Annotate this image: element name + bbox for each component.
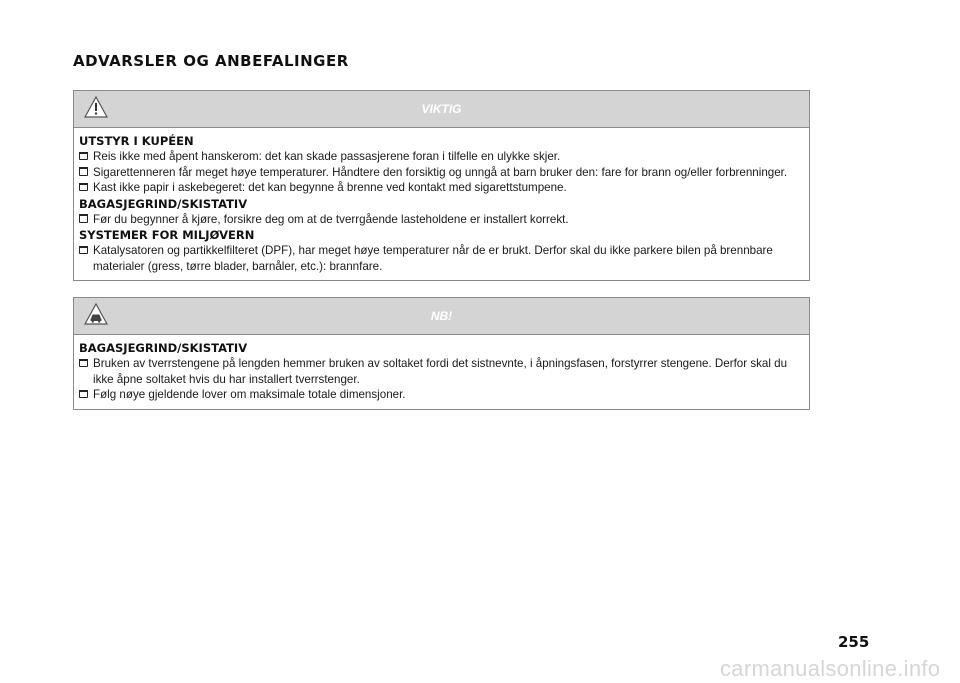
square-bullet-icon — [79, 152, 88, 160]
list-item — [79, 180, 801, 196]
warning-box-body — [74, 128, 809, 280]
list-item — [79, 356, 801, 387]
warning-box-title: VIKTIG — [421, 102, 462, 116]
page-number: 255 — [838, 633, 870, 651]
section-title: BAGASJEGRIND/SKISTATIV — [79, 341, 248, 355]
list-item — [79, 212, 801, 228]
item-text: Bruken av tverrstengene på lengden hemmer bruken av soltaket fordi det sistnevnte, i åpningsfasen, forstyrrer stengene. Derfor skal du ikke åpne soltaket hvis du har installert tverrstenger. — [93, 357, 788, 386]
square-bullet-icon — [79, 359, 88, 367]
page-title: ADVARSLER OG ANBEFALINGER — [73, 52, 349, 70]
note-box-title: NB! — [430, 309, 453, 323]
list-item — [79, 387, 801, 403]
note-box — [73, 297, 810, 410]
list-item — [79, 149, 801, 165]
list-item — [79, 243, 801, 274]
section-title: SYSTEMER FOR MILJØVERN — [79, 228, 255, 242]
square-bullet-icon — [79, 183, 88, 191]
list-item — [79, 165, 801, 181]
item-text: Følg nøye gjeldende lover om maksimale totale dimensjoner. — [93, 388, 406, 401]
watermark: carmanualsonline.info — [720, 656, 941, 681]
item-text: Før du begynner å kjøre, forsikre deg om at de tverrgående lasteholdene er installert korrekt. — [93, 212, 569, 226]
square-bullet-icon — [79, 168, 88, 176]
note-box-header — [74, 298, 809, 335]
item-text: Reis ikke med åpent hanskerom: det kan skade passasjerene foran i tilfelle en ulykke skjer. — [93, 150, 561, 163]
section-title: BAGASJEGRIND/SKISTATIV — [79, 196, 248, 211]
warning-box-header — [74, 91, 809, 128]
note-box-body — [74, 335, 809, 409]
warning-box — [73, 90, 810, 281]
item-text: Kast ikke papir i askebegeret: det kan begynne å brenne ved kontakt med sigarettstumpene. — [93, 181, 567, 194]
square-bullet-icon — [79, 215, 88, 223]
item-text: Sigarettenneren får meget høye temperaturer. Håndtere den forsiktig og unngå at barn bruker den: fare for brann og/eller forbrenninger. — [93, 165, 788, 179]
square-bullet-icon — [79, 390, 88, 398]
square-bullet-icon — [79, 246, 88, 254]
section-title: UTSTYR I KUPÉEN — [79, 134, 194, 148]
item-text: Katalysatoren og partikkelfilteret (DPF), har meget høye temperaturer når de er brukt. Derfor skal du ikke parkere bilen på brennbare materialer (gress, tørre blader, barnåler, etc.): brannfare. — [93, 244, 773, 273]
